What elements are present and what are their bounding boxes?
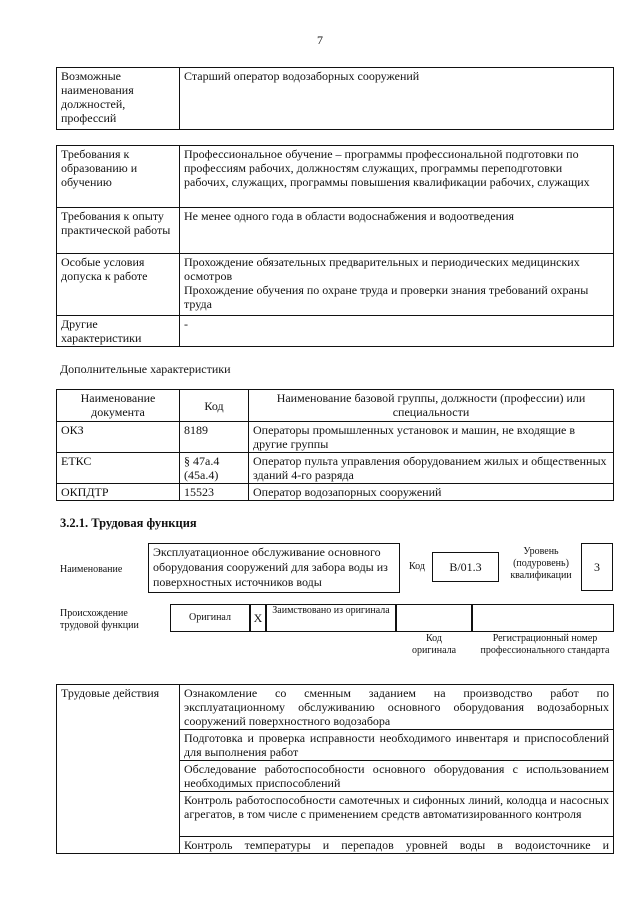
table-row-code: 8189 [180, 422, 249, 453]
additional-characteristics-table [56, 389, 614, 501]
special-conditions-line-2: Прохождение обучения по охране труда и проверки знания требований охраны труда [184, 283, 589, 311]
function-code-label: Код [409, 561, 425, 572]
possible-titles-value: Старший оператор водозаборных сооружений [180, 68, 614, 130]
origin-label: Происхождение трудовой функции [60, 608, 139, 631]
function-heading: 3.2.1. Трудовая функция [60, 516, 197, 530]
additional-characteristics-title: Дополнительные характеристики [60, 362, 231, 376]
labor-actions-label: Трудовые действия [57, 685, 180, 854]
labor-action-item: Ознакомление со сменным заданием на производство работ по эксплуатационному обслуживанию основного оборудования водозаборных сооружений поверхностного водозабора [180, 685, 614, 730]
table-row-doc: ОКПДТР [57, 484, 180, 501]
table-row-code: § 47а.4 (45а.4) [180, 453, 249, 484]
other-characteristics-value: - [180, 316, 614, 347]
education-value: Профессиональное обучение – программы профессиональной подготовки по профессиям рабочих, должностям служащих, программы переподготовки рабочих, служащих, программы повышения квалификации рабочих, служащих [180, 146, 614, 208]
qualification-level-box: 3 [581, 543, 613, 591]
other-characteristics-label: Другие характеристики [57, 316, 180, 347]
qualification-level-label: Уровень (подуровень) квалификации [510, 546, 572, 581]
education-label: Требования к образованию и обучению [57, 146, 180, 208]
table-row-code: 15523 [180, 484, 249, 501]
requirements-table [56, 145, 614, 347]
page-number: 7 [317, 33, 323, 47]
possible-titles-label: Возможные наименования должностей, профессий [57, 68, 180, 130]
special-conditions-value [180, 254, 614, 316]
table-row-doc: ЕТКС [57, 453, 180, 484]
reg-number-label: Регистрационный номер профессионального стандарта [480, 633, 610, 656]
function-name-box: Эксплуатационное обслуживание основного оборудования сооружений для забора воды из поверхностных источников воды [148, 543, 400, 593]
table-row-name: Оператор водозапорных сооружений [249, 484, 614, 501]
labor-action-item: Подготовка и проверка исправности необходимого инвентаря и приспособлений для выполнения работ [180, 730, 614, 761]
table-row-name: Оператор пульта управления оборудованием жилых и общественных зданий 4-го разряда [249, 453, 614, 484]
origin-code-box [396, 604, 472, 632]
labor-action-item: Контроль работоспособности самотечных и сифонных линий, колодца и насосных агрегатов, в том числе с применением средств автоматизированного контроля [180, 792, 614, 837]
special-conditions-line-1: Прохождение обязательных предварительных и периодических медицинских осмотров [184, 255, 580, 283]
table-row-doc: ОКЗ [57, 422, 180, 453]
reg-number-box [472, 604, 614, 632]
col-header-code: Код [180, 390, 249, 422]
labor-actions-table [56, 684, 614, 854]
possible-titles-table [56, 67, 614, 130]
special-conditions-label: Особые условия допуска к работе [57, 254, 180, 316]
labor-action-item: Обследование работоспособности основного оборудования с использованием необходимых приспособлений [180, 761, 614, 792]
original-box: Оригинал [170, 604, 250, 632]
experience-label: Требования к опыту практической работы [57, 208, 180, 254]
table-row-name: Операторы промышленных установок и машин, не входящие в другие группы [249, 422, 614, 453]
borrowed-box: Заимствовано из оригинала [266, 604, 396, 632]
col-header-name: Наименование базовой группы, должности (профессии) или специальности [249, 390, 614, 422]
function-name-label: Наименование [60, 564, 123, 575]
col-header-document: Наименование документа [57, 390, 180, 422]
original-mark: X [250, 604, 266, 632]
function-code-box: B/01.3 [432, 552, 499, 582]
experience-value: Не менее одного года в области водоснабжения и водоотведения [180, 208, 614, 254]
origin-code-label: Код оригинала [411, 633, 457, 656]
labor-action-item: Контроль температуры и перепадов уровней воды в водоисточнике и [180, 837, 614, 854]
